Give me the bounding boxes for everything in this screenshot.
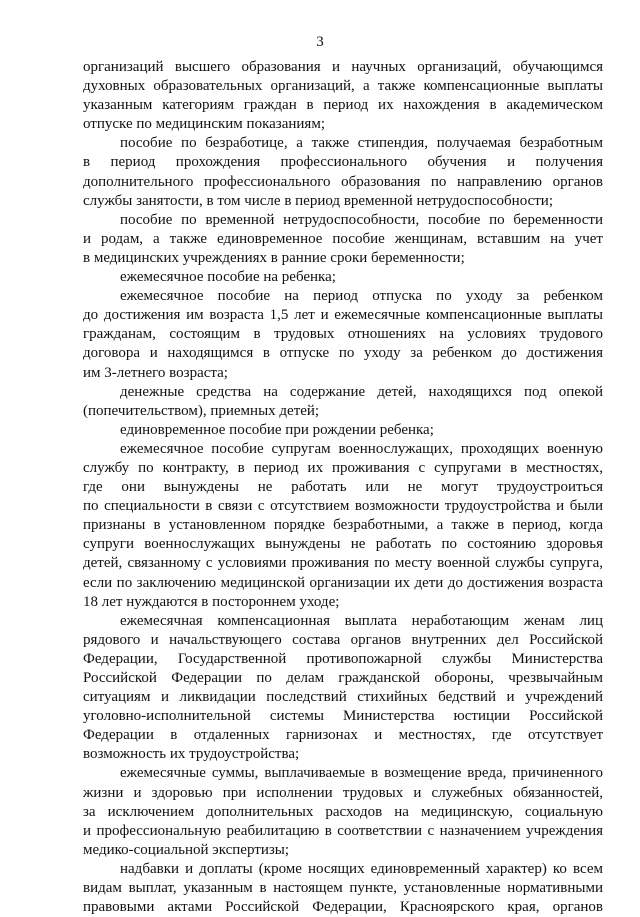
paragraph-p10 xyxy=(83,860,603,917)
paragraph-p4 xyxy=(83,287,603,382)
paragraph-p6 xyxy=(83,421,603,440)
text-line: ежемесячное пособие на ребенка; xyxy=(120,269,336,286)
text-line: (попечительством), приемных детей; xyxy=(83,402,320,419)
document-body xyxy=(83,58,603,917)
text-line: ситуациям и ликвидации последствий стихийных бедствий и учреждений xyxy=(83,689,603,706)
text-line: правовыми актами Российской Федерации, Красноярского края, органов xyxy=(83,899,603,916)
text-line: супруги военнослужащих вынуждены не работать по состоянию здоровья xyxy=(83,536,603,553)
paragraph-p0 xyxy=(83,58,603,134)
text-line: признаны в установленном порядке безработными, а также в период, когда xyxy=(83,517,603,534)
text-line: Федерации, Государственной противопожарной службы Министерства xyxy=(83,650,603,667)
text-line: если по заключению медицинской организации их дети до достижения возраста xyxy=(83,574,603,591)
text-line: ежемесячные суммы, выплачиваемые в возмещение вреда, причиненного xyxy=(120,765,603,782)
text-line: указанным категориям граждан в период их нахождения в академическом xyxy=(83,97,603,114)
text-line: Российской Федерации по делам гражданской обороны, чрезвычайным xyxy=(83,670,603,686)
text-line: медико-социальной экспертизы; xyxy=(83,841,290,858)
paragraph-p1 xyxy=(83,134,603,210)
text-line: детей, связанному с условиями проживания по месту военной службы супруга, xyxy=(83,555,603,572)
text-line: пособие по безработице, а также стипендия, получаемая безработным xyxy=(120,135,603,152)
text-line: в период прохождения профессионального обучения и получения xyxy=(83,154,603,171)
paragraph-p8 xyxy=(83,612,603,765)
text-line: в медицинских учреждениях в ранние сроки беременности; xyxy=(83,249,465,266)
text-line: гражданам, состоящим в трудовых отношениях на условиях трудового xyxy=(83,326,603,343)
text-line: духовных образовательных организаций, а также компенсационные выплаты xyxy=(83,78,603,95)
text-line: надбавки и доплаты (кроме носящих единовременный характер) ко всем xyxy=(120,860,603,877)
text-line: уголовно-исполнительной системы Министерства юстиции Российской xyxy=(83,708,603,725)
text-line: видам выплат, указанным в настоящем пункте, установленные нормативными xyxy=(83,880,603,897)
text-line: ежемесячное пособие на период отпуска по уходу за ребенком xyxy=(120,288,603,305)
text-line: по специальности в связи с отсутствием возможности трудоустройства и были xyxy=(83,498,603,515)
text-line: пособие по временной нетрудоспособности, пособие по беременности xyxy=(120,211,603,228)
text-line: жизни и здоровью при исполнении трудовых и служебных обязанностей, xyxy=(83,784,603,801)
text-line: ежемесячное пособие супругам военнослужащих, проходящих военную xyxy=(120,440,603,457)
text-line: Федерации в отдаленных гарнизонах и местностях, где отсутствует xyxy=(83,727,603,744)
text-line: дополнительного профессионального образования по направлению органов xyxy=(83,173,603,190)
paragraph-p5 xyxy=(83,383,603,421)
text-line: службы занятости, в том числе в период временной нетрудоспособности; xyxy=(83,192,553,209)
text-line: до достижения им возраста 1,5 лет и ежемесячные компенсационные выплаты xyxy=(83,307,603,324)
text-line: отпуске по медицинским показаниям; xyxy=(83,116,325,133)
text-line: им 3-летнего возраста; xyxy=(83,364,228,381)
text-line: 18 лет нуждаются в постороннем уходе; xyxy=(83,593,340,610)
text-line: организаций высшего образования и научных организаций, обучающимся xyxy=(83,59,603,75)
paragraph-p9 xyxy=(83,764,603,859)
text-line: единовременное пособие при рождении ребенка; xyxy=(120,421,434,438)
paragraph-p3 xyxy=(83,268,603,287)
text-line: где они вынуждены не работать или не могут трудоустроиться xyxy=(83,479,603,496)
text-line: и профессиональную реабилитацию в соответствии с назначением учреждения xyxy=(83,822,603,839)
paragraph-p7 xyxy=(83,440,603,612)
text-line: рядового и начальствующего состава органов внутренних дел Российской xyxy=(83,631,603,648)
text-line: договора и находящимся в отпуске по уходу за ребенком до достижения xyxy=(83,345,603,362)
text-line: службу по контракту, в период их проживания с супругами в местностях, xyxy=(83,459,603,476)
text-line: ежемесячная компенсационная выплата неработающим женам лиц xyxy=(120,612,603,629)
paragraph-p2 xyxy=(83,211,603,268)
page-number: 3 xyxy=(316,34,324,50)
text-line: возможность их трудоустройства; xyxy=(83,746,300,763)
text-line: и родам, а также единовременное пособие женщинам, вставшим на учет xyxy=(83,230,603,247)
text-line: за исключением дополнительных расходов на медицинскую, социальную xyxy=(83,803,603,820)
text-line: денежные средства на содержание детей, находящихся под опекой xyxy=(120,383,603,400)
